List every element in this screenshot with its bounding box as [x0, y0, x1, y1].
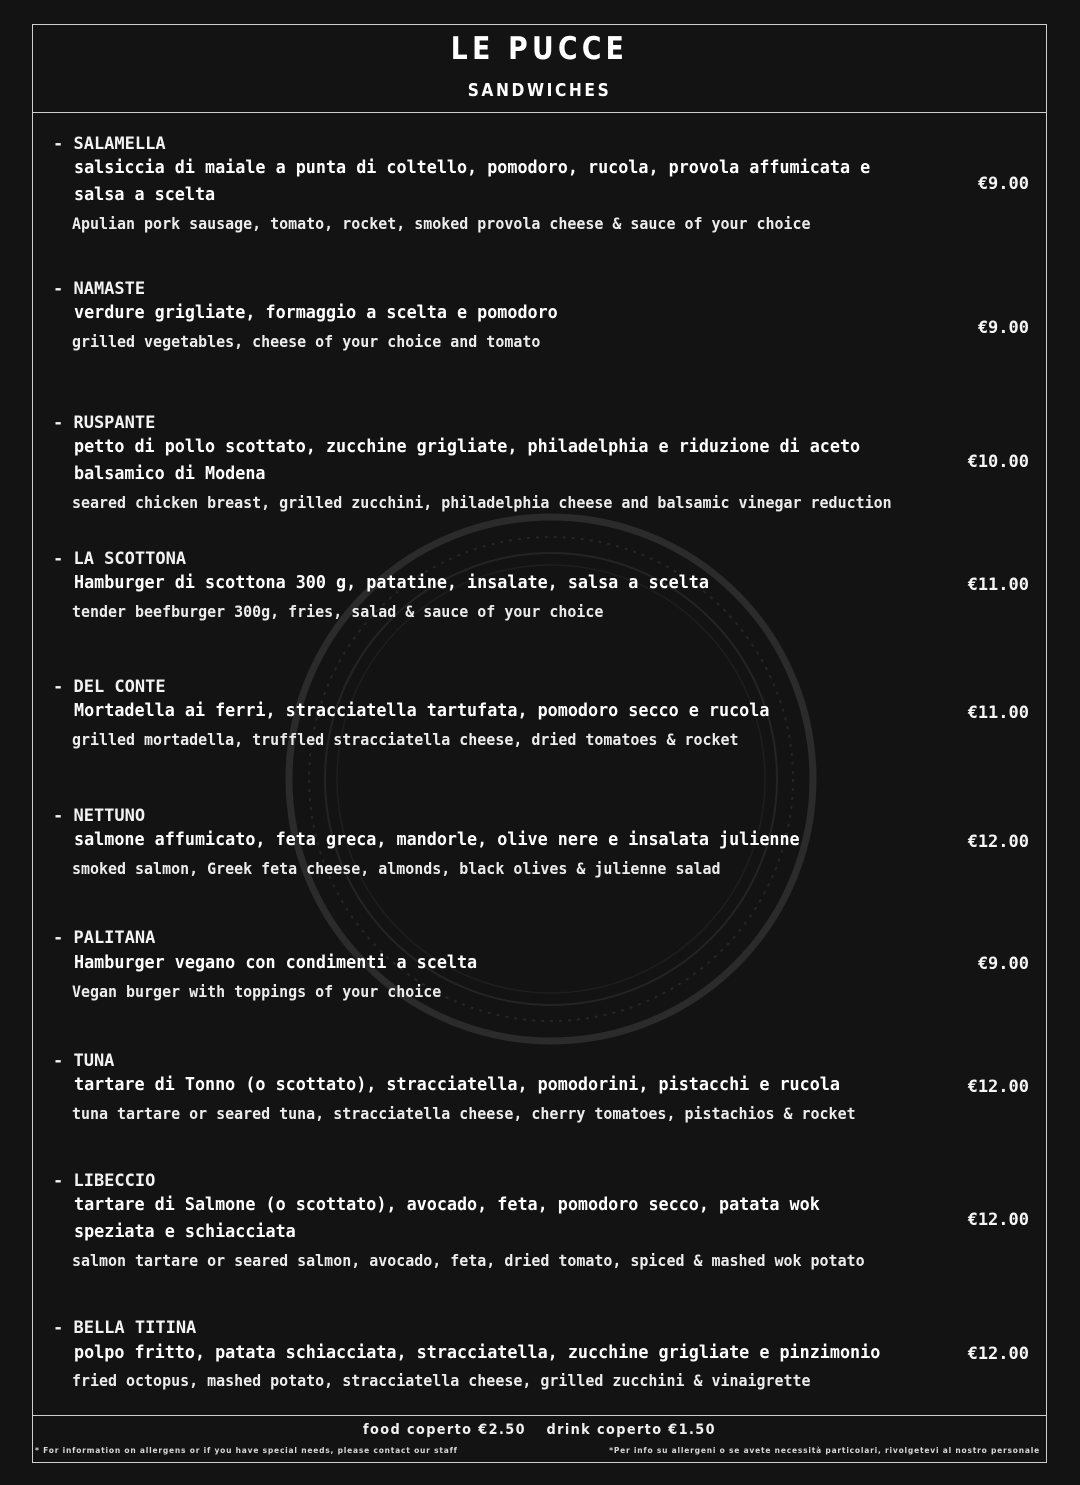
item-description-en: grilled mortadella, truffled stracciatella cheese, dried tomatoes & rocket	[72, 730, 739, 749]
item-name: - NAMASTE	[53, 279, 146, 299]
item-description-en: Apulian pork sausage, tomato, rocket, smoked provola cheese & sauce of your choice	[72, 214, 811, 233]
item-price: €12.00	[967, 1344, 1029, 1364]
item-name: - TUNA	[53, 1051, 115, 1071]
item-price: €10.00	[967, 452, 1029, 472]
item-description-it: salmone affumicato, feta greca, mandorle, olive nere e insalata julienne	[74, 829, 800, 850]
allergen-note-en: * For information on allergens or if you have special needs, please contact our staff	[35, 1446, 458, 1455]
item-description-it: Hamburger di scottona 300 g, patatine, insalate, salsa a scelta	[74, 572, 709, 593]
coperto-line	[74, 1422, 1006, 1438]
menu-subtitle: SANDWICHES	[467, 80, 612, 101]
food-coperto: food coperto €2.50	[363, 1422, 526, 1438]
item-description-en: seared chicken breast, grilled zucchini, philadelphia cheese and balsamic vinegar reduction	[72, 493, 892, 512]
item-description-it: tartare di Tonno (o scottato), stracciatella, pomodorini, pistacchi e rucola	[74, 1074, 840, 1095]
item-description-it: verdure grigliate, formaggio a scelta e pomodoro	[74, 302, 558, 323]
item-description-it: tartare di Salmone (o scottato), avocado, feta, pomodoro secco, patata wok speziata e schiacciata	[74, 1194, 820, 1242]
item-price: €12.00	[967, 832, 1029, 852]
item-description-it: Mortadella ai ferri, stracciatella tartufata, pomodoro secco e rucola	[74, 700, 770, 721]
item-name: - RUSPANTE	[53, 413, 156, 433]
item-price: €9.00	[977, 318, 1029, 338]
item-description-it: polpo fritto, patata schiacciata, stracciatella, zucchine grigliate e pinzimonio	[74, 1342, 881, 1363]
item-price: €11.00	[967, 575, 1029, 595]
drink-coperto: drink coperto €1.50	[546, 1422, 716, 1438]
item-price: €12.00	[967, 1077, 1029, 1097]
item-name: - BELLA TITINA	[53, 1318, 197, 1338]
item-description-en: Vegan burger with toppings of your choice	[72, 982, 442, 1001]
item-name: - LIBECCIO	[53, 1171, 156, 1191]
item-description-en: tender beefburger 300g, fries, salad & sauce of your choice	[72, 602, 604, 621]
item-price: €11.00	[967, 703, 1029, 723]
item-name: - DEL CONTE	[53, 677, 166, 697]
item-description-it: Hamburger vegano con condimenti a scelta	[74, 952, 478, 973]
item-name: - LA SCOTTONA	[53, 549, 187, 569]
menu-frame	[32, 24, 1047, 1463]
item-description-en: grilled vegetables, cheese of your choice and tomato	[72, 332, 541, 351]
item-description-en: salmon tartare or seared salmon, avocado, feta, dried tomato, spiced & mashed wok potato	[72, 1251, 865, 1270]
item-name: - NETTUNO	[53, 806, 146, 826]
item-description-en: smoked salmon, Greek feta cheese, almonds, black olives & julienne salad	[72, 859, 721, 878]
item-price: €12.00	[967, 1210, 1029, 1230]
item-description-it: salsiccia di maiale a punta di coltello, pomodoro, rucola, provola affumicata e salsa a scelta	[74, 157, 871, 205]
item-price: €9.00	[977, 174, 1029, 194]
menu-title: LE PUCCE	[450, 31, 629, 67]
item-name: - PALITANA	[53, 928, 156, 948]
menu-footer	[33, 1415, 1046, 1465]
item-description-en: tuna tartare or seared tuna, stracciatella cheese, cherry tomatoes, pistachios & rocket	[72, 1104, 856, 1123]
item-description-en: fried octopus, mashed potato, stracciatella cheese, grilled zucchini & vinaigrette	[72, 1371, 811, 1390]
allergen-note-it: *Per info su allergeni o se avete necessità particolari, rivolgetevi al nostro personale	[609, 1446, 1040, 1455]
menu-header	[33, 25, 1046, 113]
item-description-it: petto di pollo scottato, zucchine grigliate, philadelphia e riduzione di aceto balsamico di Modena	[74, 436, 861, 484]
item-name: - SALAMELLA	[53, 134, 166, 154]
item-price: €9.00	[977, 954, 1029, 974]
